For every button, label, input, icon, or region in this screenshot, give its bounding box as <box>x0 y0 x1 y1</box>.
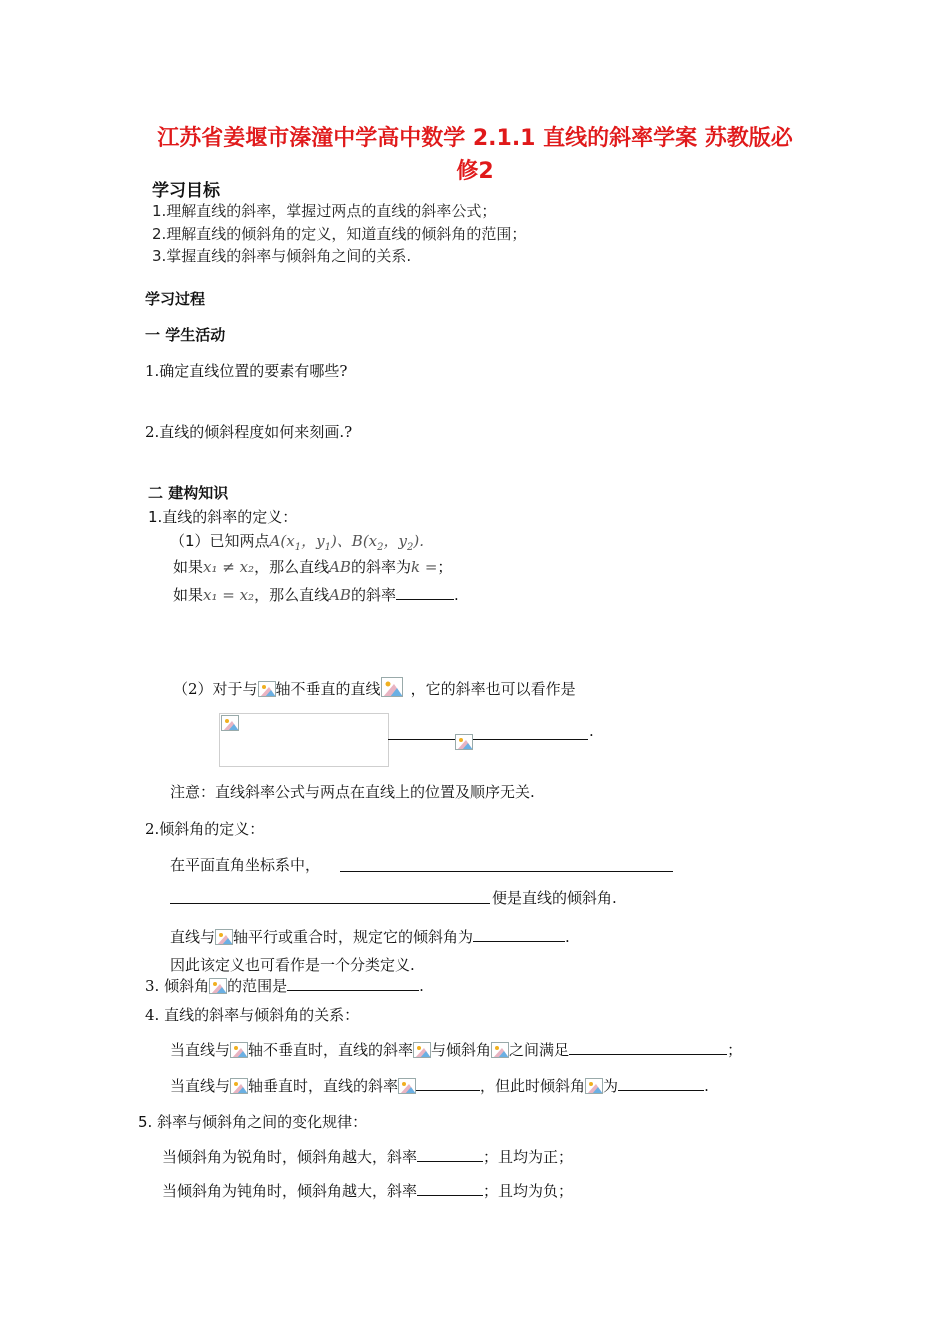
period-5: . <box>704 1077 709 1095</box>
blank-acute[interactable] <box>417 1147 483 1162</box>
title-line-2: 修2 <box>456 159 494 184</box>
rel2-a: 当直线与 <box>170 1077 231 1095</box>
rel1-c: 与倾斜角 <box>431 1041 492 1059</box>
blank-slope-undefined[interactable] <box>396 585 454 600</box>
point-b: B(x <box>351 532 378 550</box>
slope-definition-title: 1.直线的斜率的定义： <box>148 508 298 526</box>
sub-2b: 2 <box>407 542 414 553</box>
if-x-equal-line <box>173 584 459 605</box>
k-image-icon-2 <box>398 1078 416 1094</box>
then-line-2: ，那么直线 <box>254 586 330 604</box>
blank-k-tan-alpha[interactable] <box>569 1040 727 1055</box>
formula-image-box <box>219 713 389 767</box>
alpha-image-icon-3 <box>585 1078 603 1094</box>
process-heading: 学习过程 <box>145 290 206 308</box>
period-3: . <box>565 928 570 946</box>
line-image-icon <box>381 677 403 697</box>
relation-line-2 <box>170 1075 709 1096</box>
blank-slope-vertical[interactable] <box>416 1076 480 1091</box>
point-b-close: ). <box>413 532 424 550</box>
slope-is: 的斜率为 <box>350 558 411 576</box>
x-axis-image-icon <box>258 681 276 697</box>
semicolon-2: ； <box>727 1041 743 1059</box>
two-points-label: （1）已知两点 <box>170 532 270 550</box>
parallel-rule-line <box>170 926 570 947</box>
blank-definition-2[interactable] <box>170 903 490 904</box>
blank-zero-angle[interactable] <box>473 927 565 942</box>
slope-label: 的斜率 <box>350 586 396 604</box>
angle-image-icon <box>455 734 473 750</box>
range-label-a: 3. 倾斜角 <box>145 977 210 995</box>
period-1: . <box>453 586 459 604</box>
slope-alt-line <box>173 677 576 699</box>
then-line-1: ，那么直线 <box>254 558 330 576</box>
point-a-close: )、 <box>330 532 352 550</box>
relation-title: 4. 直线的斜率与倾斜角的关系： <box>145 1006 360 1024</box>
note-text: 注意：直线斜率公式与两点在直线上的位置及顺序无关. <box>170 783 535 801</box>
question-2: 2.直线的倾斜程度如何来刻画.? <box>145 423 353 441</box>
inclination-definition-title: 2.倾斜角的定义： <box>145 820 265 838</box>
range-label-b: 的范围是 <box>227 977 288 995</box>
k-image-icon <box>413 1042 431 1058</box>
alpha-image-icon-2 <box>491 1042 509 1058</box>
goal-item-3: 3.掌握直线的斜率与倾斜角之间的关系. <box>152 247 412 265</box>
semicolon-1: ； <box>437 558 453 576</box>
alt-label-b: 轴不垂直的直线 <box>275 680 381 698</box>
section-build-knowledge: 二 建构知识 <box>148 484 229 502</box>
blank-slope-formula[interactable] <box>388 739 588 740</box>
sub-1: 1 <box>294 542 302 553</box>
point-a: A(x <box>269 532 295 550</box>
period-4: . <box>419 977 424 995</box>
question-1: 1.确定直线位置的要素有哪些? <box>145 362 348 380</box>
rel1-d: 之间满足 <box>509 1041 570 1059</box>
coordinate-line: 在平面直角坐标系中， <box>170 856 321 874</box>
alpha-image-icon <box>209 978 227 994</box>
classification-note: 因此该定义也可看作是一个分类定义. <box>170 956 415 974</box>
goal-item-2: 2.理解直线的倾斜角的定义，知道直线的倾斜角的范围； <box>152 225 527 243</box>
two-points-line <box>170 530 424 553</box>
obtuse-end: ；且均为负； <box>483 1182 574 1200</box>
acute-end: ；且均为正； <box>483 1148 574 1166</box>
sub-2: 2 <box>377 542 384 553</box>
if-x-not-equal-line <box>173 556 452 577</box>
section-student-activity: 一 学生活动 <box>145 326 226 344</box>
x-axis-image-icon-4 <box>230 1078 248 1094</box>
blank-obtuse[interactable] <box>417 1181 483 1196</box>
rel2-b: 轴垂直时，直线的斜率 <box>248 1077 399 1095</box>
variation-acute-line <box>162 1146 573 1167</box>
parallel-label-b: 轴平行或重合时，规定它的倾斜角为 <box>233 928 474 946</box>
line-ab-1: AB <box>329 558 351 576</box>
x-not-equal: x₁ ≠ x₂ <box>203 558 255 576</box>
formula-image-icon <box>221 715 239 731</box>
rel1-a: 当直线与 <box>170 1041 231 1059</box>
variation-title: 5. 斜率与倾斜角之间的变化规律： <box>138 1113 368 1131</box>
parallel-label-a: 直线与 <box>170 928 216 946</box>
point-b-y: ，y <box>383 532 407 550</box>
angle-range-line <box>145 975 424 996</box>
period-2: . <box>589 722 594 740</box>
blank-definition-1[interactable] <box>340 871 673 872</box>
rel1-b: 轴不垂直时，直线的斜率 <box>248 1041 414 1059</box>
alt-label-a: （2）对于与 <box>173 680 258 698</box>
definition-end: 便是直线的倾斜角. <box>492 889 617 907</box>
obtuse-label: 当倾斜角为钝角时，倾斜角越大，斜率 <box>162 1182 418 1200</box>
blank-angle-range[interactable] <box>287 976 419 991</box>
blank-angle-vertical[interactable] <box>618 1076 704 1091</box>
line-ab-2: AB <box>329 586 351 604</box>
if-label-1: 如果 <box>173 558 204 576</box>
rel2-d: 为 <box>603 1077 619 1095</box>
rel2-c: ，但此时倾斜角 <box>480 1077 586 1095</box>
x-axis-image-icon-2 <box>215 929 233 945</box>
title-line-1: 江苏省姜堰市溱潼中学高中数学 2.1.1 直线的斜率学案 苏教版必 <box>157 126 793 151</box>
k-equals: k = <box>410 558 438 576</box>
alt-label-c: ，它的斜率也可以看作是 <box>410 680 576 698</box>
x-equal: x₁ = x₂ <box>203 586 255 604</box>
point-a-y: ，y <box>301 532 325 550</box>
x-axis-image-icon-3 <box>230 1042 248 1058</box>
variation-obtuse-line <box>162 1180 573 1201</box>
acute-label: 当倾斜角为锐角时，倾斜角越大，斜率 <box>162 1148 418 1166</box>
goal-item-1: 1.理解直线的斜率，掌握过两点的直线的斜率公式； <box>152 202 497 220</box>
if-label-2: 如果 <box>173 586 204 604</box>
relation-line-1 <box>170 1039 742 1060</box>
goals-heading: 学习目标 <box>152 181 220 201</box>
document-title <box>0 121 950 185</box>
sub-1b: 1 <box>324 542 331 553</box>
